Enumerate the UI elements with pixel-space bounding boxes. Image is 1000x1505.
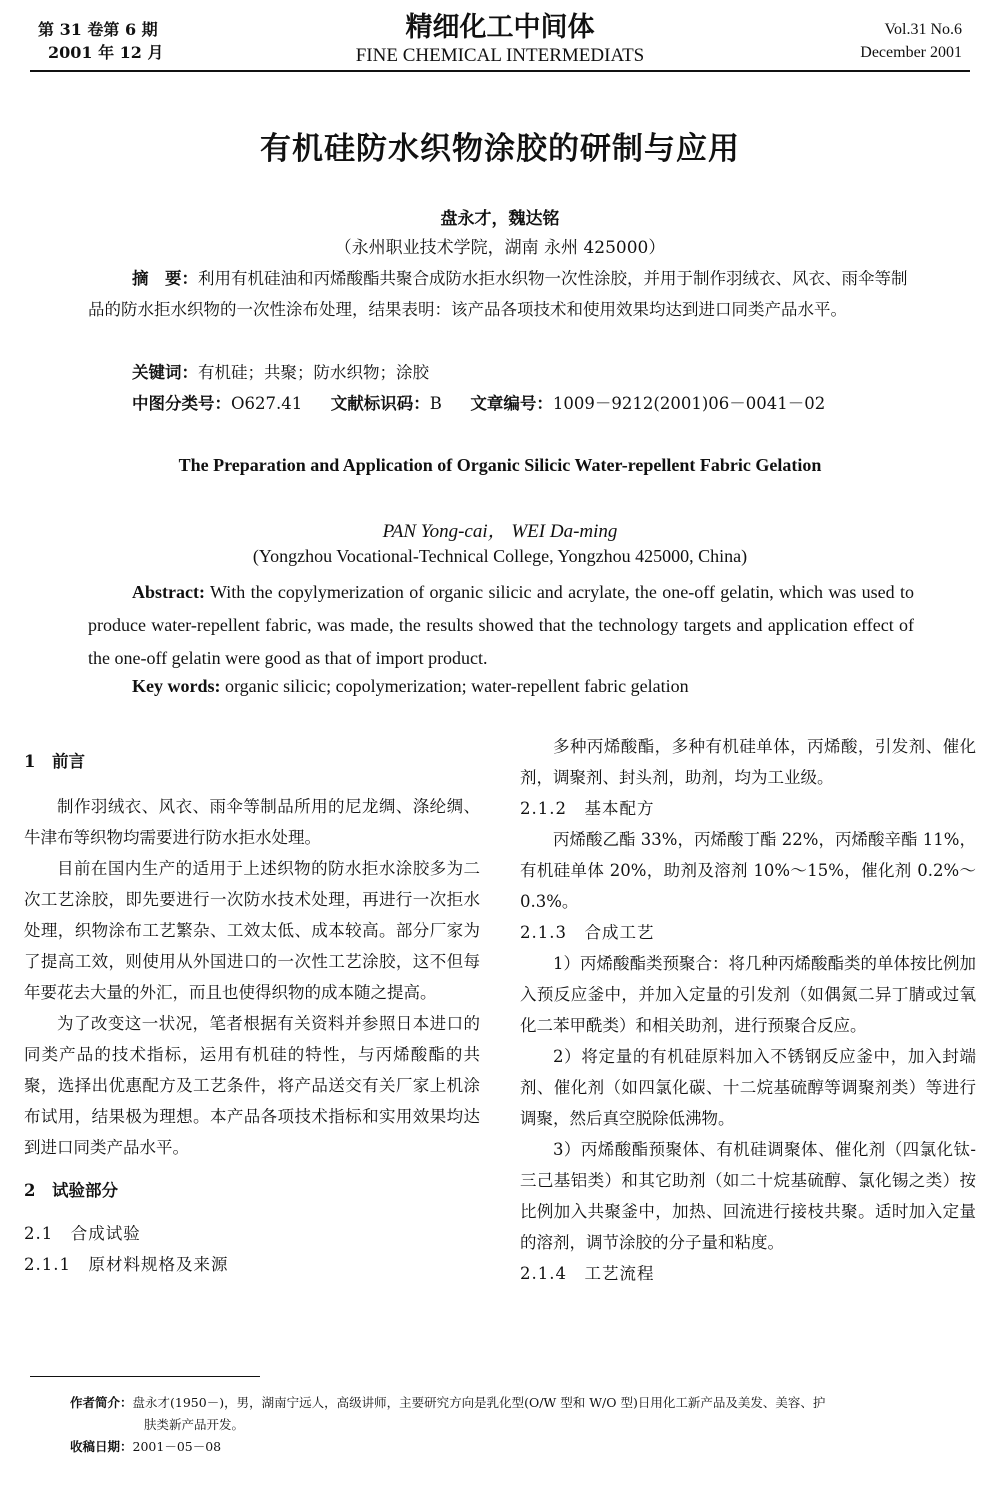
paragraph: 丙烯酸乙酯 33%，丙烯酸丁酯 22%，丙烯酸辛酯 11%，有机硅单体 20%，助剂及溶剂 10%～15%，催化剂 0.2%～0.3%。 bbox=[520, 830, 976, 911]
paper-title-cn: 有机硅防水织物涂胶的研制与应用 bbox=[260, 131, 740, 167]
paragraph: 多种丙烯酸酯，多种有机硅单体，丙烯酸，引发剂、催化剂，调聚剂、封头剂，助剂，均为工业级。 bbox=[520, 737, 976, 787]
date-en: December 2001 bbox=[860, 44, 962, 61]
left-column bbox=[24, 746, 480, 1280]
date-cn: 2001 年 12 月 bbox=[48, 43, 164, 62]
subsection-2-1-1-heading: 2.1.1 原材料规格及来源 bbox=[24, 1255, 229, 1274]
abstract-en-label: Abstract: bbox=[132, 582, 205, 602]
journal-name bbox=[300, 12, 700, 68]
journal-issue-en bbox=[860, 18, 962, 64]
paragraph: 为了改变这一状况，笔者根据有关资料并参照日本进口的同类产品的技术指标，运用有机硅的特性，与丙烯酸酯的共聚，选择出优惠配方及工艺条件，将产品送交有关厂家上机涂布试用，结果极为理想。本产品各项技术指标和实用效果均达到进口同类产品水平。 bbox=[24, 1014, 480, 1157]
authors-cn: 盘永才，魏达铭 bbox=[440, 209, 560, 229]
author-bio-text-cont: 肤类新产品开发。 bbox=[144, 1417, 245, 1432]
classification bbox=[88, 388, 914, 419]
journal-issue-cn bbox=[38, 18, 164, 64]
paper-title-en: The Preparation and Application of Organic Silicic Water-repellent Fabric Gelation bbox=[178, 455, 822, 475]
subsection-2-1-3-heading: 2.1.3 合成工艺 bbox=[520, 923, 655, 942]
abstract-cn bbox=[88, 263, 914, 325]
right-column bbox=[520, 731, 976, 1289]
process-step-2: 2）将定量的有机硅原料加入不锈钢反应釜中，加入封端剂、催化剂（如四氯化碳、十二烷基硫醇等调聚剂类）等进行调聚，然后真空脱除低沸物。 bbox=[520, 1047, 976, 1128]
article-number-value: 1009－9212(2001)06－0041－02 bbox=[552, 394, 826, 413]
header-divider bbox=[30, 70, 970, 72]
footnote bbox=[70, 1392, 970, 1458]
doc-code-label: 文献标识码： bbox=[330, 394, 430, 413]
affiliation-cn: （永州职业技术学院，湖南 永州 425000） bbox=[334, 238, 666, 258]
author-bio-text: 盘永才(1950－)，男，湖南宁远人，高级讲师，主要研究方向是乳化型(O/W 型和 W/O 型)日用化工新产品及美发、美容、护 bbox=[132, 1395, 826, 1410]
keywords-cn-label: 关键词： bbox=[132, 363, 198, 382]
abstract-en-text: With the copylymerization of organic silicic and acrylate, the one-off gelatin, which was used to produce water-repellent fabric, was made, the results showed that the technology targets and application effect of the one-off gelatin were good as that of import product. bbox=[88, 582, 914, 668]
received-date-label: 收稿日期： bbox=[70, 1439, 133, 1454]
abstract-cn-text: 利用有机硅油和丙烯酸酯共聚合成防水拒水织物一次性涂胶，并用于制作羽绒衣、风衣、雨伞等制品的防水拒水织物的一次性涂布处理，结果表明：该产品各项技术和使用效果均达到进口同类产品水平。 bbox=[88, 269, 908, 319]
footnote-divider bbox=[30, 1376, 260, 1377]
keywords-en-label: Key words: bbox=[132, 676, 221, 696]
process-step-1: 1）丙烯酸酯类预聚合：将几种丙烯酸酯类的单体按比例加入预反应釜中，并加入定量的引发剂（如偶氮二异丁腈或过氧化二苯甲酰类）和相关助剂，进行预聚合反应。 bbox=[520, 954, 976, 1035]
clc-value: O627.41 bbox=[231, 394, 303, 413]
section-2-heading: 2 试验部分 bbox=[24, 1181, 118, 1200]
received-date-value: 2001－05－08 bbox=[132, 1439, 222, 1454]
doc-code-value: B bbox=[429, 394, 442, 413]
paragraph: 制作羽绒衣、风衣、雨伞等制品所用的尼龙绸、涤纶绸、牛津布等织物均需要进行防水拒水处理。 bbox=[24, 797, 480, 847]
keywords-cn-text: 有机硅；共聚；防水织物；涂胶 bbox=[198, 363, 429, 382]
keywords-en-text: organic silicic; copolymerization; water-repellent fabric gelation bbox=[225, 676, 689, 696]
journal-name-cn: 精细化工中间体 bbox=[405, 12, 595, 43]
author-bio-label: 作者简介： bbox=[70, 1395, 133, 1410]
volume-issue-en: Vol.31 No.6 bbox=[884, 21, 962, 38]
clc-label: 中图分类号： bbox=[132, 394, 231, 413]
keywords-cn bbox=[88, 357, 914, 388]
abstract-en bbox=[88, 576, 914, 675]
section-1-heading: 1 前言 bbox=[24, 752, 85, 771]
affiliation-en: (Yongzhou Vocational-Technical College, Yongzhou 425000, China) bbox=[252, 546, 748, 566]
journal-name-en: FINE CHEMICAL INTERMEDIATS bbox=[355, 45, 645, 66]
process-step-3: 3）丙烯酸酯预聚体、有机硅调聚体、催化剂（四氯化钛-三己基铝类）和其它助剂（如二十烷基硫醇、氯化锡之类）按比例加入共聚釜中，加热、回流进行接枝共聚。适时加入定量的溶剂，调节涂胶的分子量和粘度。 bbox=[520, 1140, 976, 1252]
volume-issue-cn: 第 31 卷第 6 期 bbox=[38, 20, 158, 39]
subsection-2-1-heading: 2.1 合成试验 bbox=[24, 1224, 141, 1243]
keywords-en bbox=[88, 670, 914, 703]
subsection-2-1-4-heading: 2.1.4 工艺流程 bbox=[520, 1264, 655, 1283]
authors-en: PAN Yong-cai， WEI Da-ming bbox=[382, 521, 618, 542]
subsection-2-1-2-heading: 2.1.2 基本配方 bbox=[520, 799, 655, 818]
paragraph: 目前在国内生产的适用于上述织物的防水拒水涂胶多为二次工艺涂胶，即先要进行一次防水技术处理，再进行一次拒水处理，织物涂布工艺繁杂、工效太低、成本较高。部分厂家为了提高工效，则使用从外国进口的一次性工艺涂胶，这不但每年要花去大量的外汇，而且也使得织物的成本随之提高。 bbox=[24, 859, 480, 1002]
abstract-cn-label: 摘 要： bbox=[132, 269, 198, 288]
article-number-label: 文章编号： bbox=[470, 394, 553, 413]
